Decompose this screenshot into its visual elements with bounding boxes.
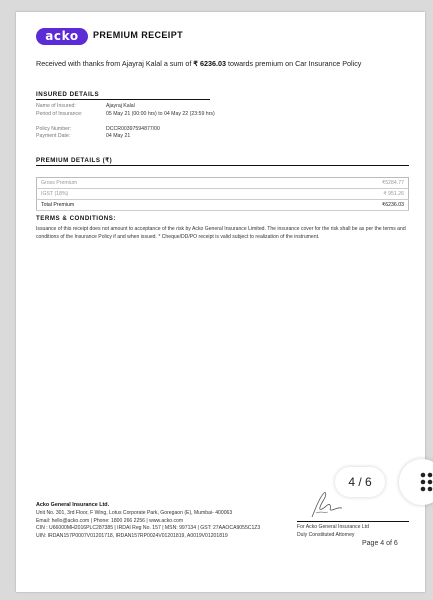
insured-name: Ajayraj Kalal (121, 59, 162, 68)
grid-view-button[interactable] (399, 459, 433, 505)
acko-logo: acko (36, 28, 88, 45)
receipt-page (16, 12, 425, 592)
table-row (37, 200, 409, 211)
insured-label: Payment Date: (36, 133, 71, 139)
premium-label: IGST (18%) (37, 189, 258, 200)
intro-prefix: Received with thanks from (36, 59, 122, 68)
company-name: Acko General Insurance Ltd. (36, 502, 110, 508)
table-row (37, 189, 409, 200)
signature-line (297, 521, 409, 522)
received-amount: ₹ 6236.03 (193, 59, 226, 68)
insured-value: Ajayraj Kalal (106, 103, 135, 109)
insured-label: Period of Insurance: (36, 111, 83, 117)
insured-label: Name of Insured: (36, 103, 76, 109)
page-number-label: Page 4 of 6 (362, 540, 398, 547)
terms-text: Issuance of this receipt does not amount to acceptance of the risk by Acko General Insurance Limited. The insurance cover for the risk shall be as per the terms and conditions of the Insurance Policy if and when issued. * Cheque/DD/PO receipt is valid subject to realization of the instrument. (36, 226, 406, 240)
premium-details-heading: PREMIUM DETAILS (₹) (36, 157, 113, 164)
company-contact: Email: hello@acko.com | Phone: 1800 266 2256 | www.acko.com (36, 517, 184, 524)
premium-label: Total Premium (37, 200, 258, 211)
premium-table (36, 177, 409, 211)
insured-label: Policy Number: (36, 126, 72, 132)
premium-heading-rule (36, 165, 409, 166)
company-uin: UIN: IRDAN157P0007V01201718, IRDAN157RP0024V01201819, A0019V01201819 (36, 533, 228, 540)
company-registration: CIN : U66000MH2016PLC287385 | IRDAI Reg No. 157 | MSN: 997134 | GST: 27AAOCA9055C1Z3 (36, 525, 261, 532)
signatory-block (297, 524, 369, 540)
signatory-company: For Acko General Insurance Ltd (297, 524, 369, 530)
company-footer (36, 502, 260, 541)
signatory-title: Duly Constituted Attorney (297, 531, 355, 538)
premium-amount: ₹5284.77 (257, 178, 408, 189)
company-address: Unit No. 301, 3rd Floor, F Wing, Lotus Corporate Park, Goregaon (E), Mumbai- 400063 (36, 509, 233, 516)
premium-amount: ₹ 951.26 (257, 189, 408, 200)
insured-value: 05 May 21 (00:00 hrs) to 04 May 22 (23:59 hrs) (106, 111, 215, 117)
terms-heading: TERMS & CONDITIONS: (36, 215, 116, 222)
grid-dots-icon (399, 459, 433, 505)
insured-details-heading: INSURED DETAILS (36, 91, 100, 98)
insured-heading-rule (36, 99, 210, 100)
receipt-intro (36, 59, 416, 68)
table-row (37, 178, 409, 189)
intro-suffix: towards premium on Car Insurance Policy (225, 59, 362, 68)
page-indicator[interactable]: 4 / 6 (335, 467, 385, 497)
insured-value: 04 May 21 (106, 133, 131, 139)
insured-value: DCCR00397594877/00 (106, 126, 160, 132)
premium-amount: ₹6236.03 (257, 200, 408, 211)
intro-middle: a sum of (161, 59, 194, 68)
document-title: PREMIUM RECEIPT (93, 30, 184, 40)
premium-label: Gross Premium (37, 178, 258, 189)
